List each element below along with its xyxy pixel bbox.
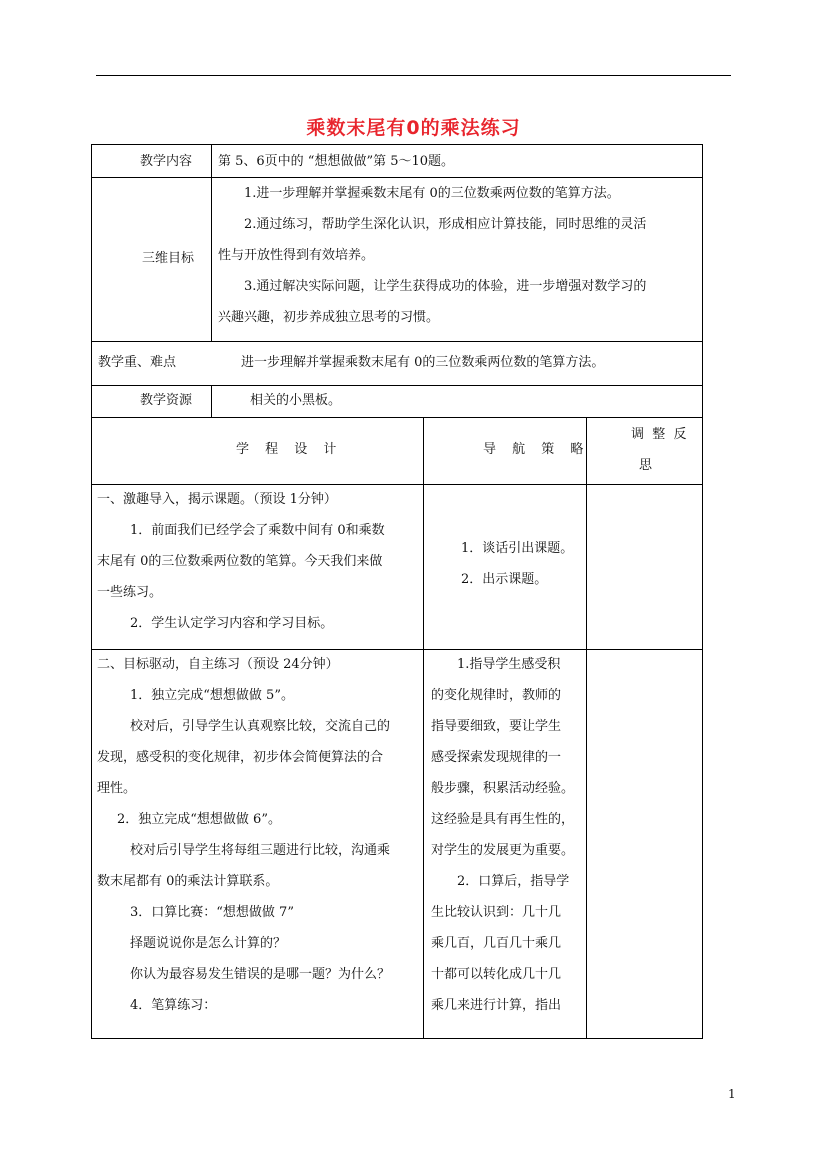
goal-line: 2.通过练习，帮助学生深化认识，形成相应计算技能，同时思维的灵活 (244, 217, 647, 232)
section2-line: 理性。 (97, 781, 137, 796)
header-rule (96, 75, 731, 76)
strategy-line: 这经验是具有再生性的， (431, 812, 575, 827)
section1-strategy (461, 533, 573, 595)
section2-line: 2．独立完成“想想做做 6”。 (117, 812, 281, 827)
key-label: 教学重、难点 (98, 355, 177, 370)
strategy-line: 1．谈话引出课题。 (461, 541, 574, 556)
goals-text (218, 178, 646, 333)
key-value: 进一步理解并掌握乘数末尾有 0的三位数乘两位数的笔算方法。 (241, 355, 605, 370)
section2-line: 校对后引导学生将每组三题进行比较，沟通乘 (130, 843, 391, 858)
goal-line: 兴趣兴趣，初步养成独立思考的习惯。 (218, 310, 440, 325)
strategy-line: 十都可以转化成几十几 (431, 967, 562, 982)
strategy-line: 乘几来进行计算，指出 (431, 998, 562, 1013)
reflect-header-line1: 调 整 反 (631, 427, 687, 442)
section1-heading: 一、激趣导入，揭示课题。（预设 1分钟） (97, 492, 337, 507)
strategy-line: 2．出示课题。 (461, 572, 548, 587)
strategy-line: 感受探索发现规律的一 (431, 750, 562, 765)
section1-line: 1．前面我们已经学会了乘数中间有 0和乘数 (130, 523, 385, 538)
section2-line: 3．口算比赛：“想想做做 7” (130, 905, 294, 920)
section2-heading: 二、目标驱动，自主练习（预设 24分钟） (97, 657, 339, 672)
design-header: 学 程 设 计 (236, 442, 343, 457)
strategy-line: 1.指导学生感受积 (457, 657, 561, 672)
section2-line: 你认为最容易发生错误的是哪一题？为什么？ (130, 967, 391, 982)
strategy-line: 对学生的发展更为重要。 (431, 843, 575, 858)
section2-strategy (431, 649, 574, 1021)
goals-label: 三维目标 (142, 251, 195, 266)
goal-line: 性与开放性得到有效培养。 (218, 248, 375, 263)
section2-line: 择题说说你是怎么计算的？ (130, 936, 287, 951)
reflect-header-line2: 思 (639, 458, 653, 473)
content-label: 教学内容 (140, 154, 193, 169)
strategy-header: 导 航 策 略 (483, 442, 590, 457)
content-value: 第 5、6页中的 “想想做做”第 5～10题。 (218, 154, 455, 169)
section1-line: 一些练习。 (97, 585, 163, 600)
strategy-line: 指导要细致，要让学生 (431, 719, 562, 734)
goal-line: 1.进一步理解并掌握乘数末尾有 0的三位数乘两位数的笔算方法。 (244, 186, 620, 201)
strategy-line: 的变化规律时，教师的 (431, 688, 562, 703)
section1-line: 2．学生认定学习内容和学习目标。 (130, 616, 334, 631)
strategy-line: 乘几百，几百几十乘几 (431, 936, 562, 951)
section2-line: 1．独立完成“想想做做 5”。 (130, 688, 294, 703)
section1-design (97, 484, 385, 639)
resources-value: 相关的小黑板。 (250, 393, 342, 408)
section2-design (97, 649, 390, 1021)
strategy-line: 2．口算后，指导学 (457, 874, 570, 889)
page-title: 乘数末尾有0的乘法练习 (306, 117, 521, 139)
section2-line: 4．笔算练习： (130, 998, 217, 1013)
strategy-line: 般步骤，积累活动经验。 (431, 781, 575, 796)
section2-line: 数末尾都有 0的乘法计算联系。 (97, 874, 279, 889)
section2-line: 校对后，引导学生认真观察比较，交流自己的 (130, 719, 391, 734)
page-number: 1 (728, 1087, 736, 1101)
section1-line: 末尾有 0的三位数乘两位数的笔算。今天我们来做 (97, 554, 383, 569)
strategy-line: 生比较认识到：几十几 (431, 905, 562, 920)
resources-label: 教学资源 (140, 393, 193, 408)
section2-line: 发现，感受积的变化规律，初步体会简便算法的合 (97, 750, 384, 765)
goal-line: 3.通过解决实际问题，让学生获得成功的体验，进一步增强对数学习的 (244, 279, 647, 294)
